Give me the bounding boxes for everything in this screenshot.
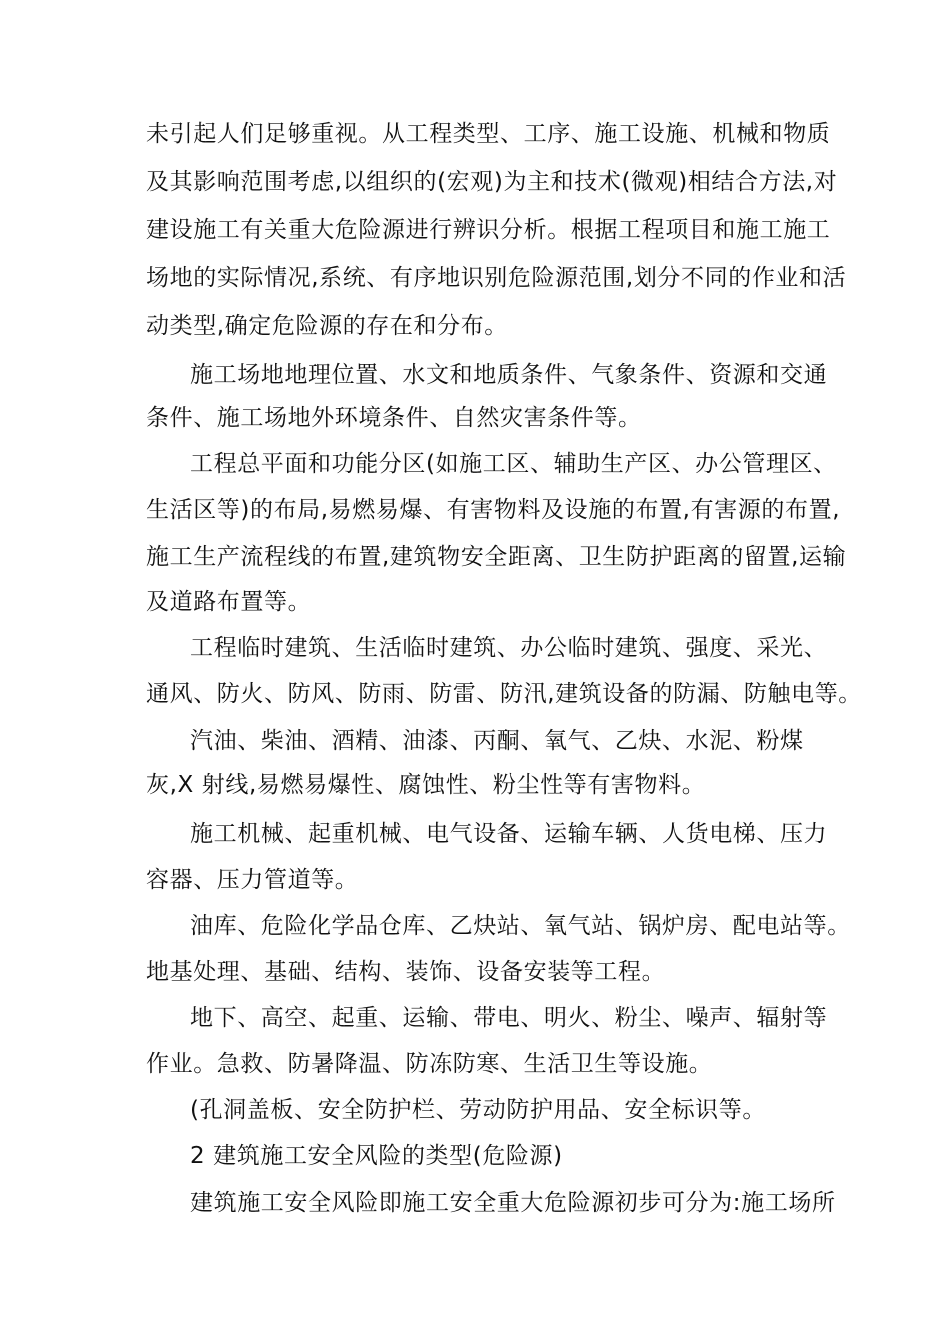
text-line: 施工场地地理位置、水文和地质条件、气象条件、资源和交通: [190, 362, 828, 388]
text-line: 建设施工有关重大危险源进行辨识分析。根据工程项目和施工施工: [146, 217, 831, 243]
text-line: 油库、危险化学品仓库、乙炔站、氧气站、锅炉房、配电站等。: [190, 913, 851, 939]
text-line: 工程总平面和功能分区(如施工区、辅助生产区、办公管理区、: [190, 451, 837, 477]
text-line: 动类型,确定危险源的存在和分布。: [146, 313, 508, 339]
text-line: 地下、高空、起重、运输、带电、明火、粉尘、噪声、辐射等: [190, 1005, 828, 1031]
text-line: 容器、压力管道等。: [146, 867, 359, 893]
text-line: 工程临时建筑、生活临时建筑、办公临时建筑、强度、采光、: [190, 635, 828, 661]
text-line: 施工机械、起重机械、电气设备、运输车辆、人货电梯、压力: [190, 821, 828, 847]
text-line: 建筑施工安全风险即施工安全重大危险源初步可分为:施工场所: [190, 1190, 836, 1216]
text-line: 施工生产流程线的布置,建筑物安全距离、卫生防护距离的留置,运输: [146, 544, 847, 570]
text-line: 条件、施工场地外环境条件、自然灾害条件等。: [146, 405, 642, 431]
section-heading: 2 建筑施工安全风险的类型(危险源): [190, 1143, 563, 1169]
text-line: (孔洞盖板、安全防护栏、劳动防护用品、安全标识等。: [190, 1097, 766, 1123]
text-line: 通风、防火、防风、防雨、防雷、防汛,建筑设备的防漏、防触电等。: [146, 681, 862, 707]
text-line: 未引起人们足够重视。从工程类型、工序、施工设施、机械和物质: [146, 121, 831, 147]
text-line: 汽油、柴油、酒精、油漆、丙酮、氧气、乙炔、水泥、粉煤: [190, 728, 804, 754]
text-line: 灰,X 射线,易燃易爆性、腐蚀性、粉尘性等有害物料。: [146, 772, 706, 798]
text-line: 作业。急救、防暑降温、防冻防寒、生活卫生等设施。: [146, 1051, 713, 1077]
text-line: 生活区等)的布局,易燃易爆、有害物料及设施的布置,有害源的布置,: [146, 497, 841, 523]
text-line: 场地的实际情况,系统、有序地识别危险源范围,划分不同的作业和活: [146, 265, 847, 291]
text-line: 地基处理、基础、结构、装饰、设备安装等工程。: [146, 959, 666, 985]
text-line: 及道路布置等。: [146, 589, 312, 615]
text-line: 及其影响范围考虑,以组织的(宏观)为主和技术(微观)相结合方法,对: [146, 169, 838, 195]
